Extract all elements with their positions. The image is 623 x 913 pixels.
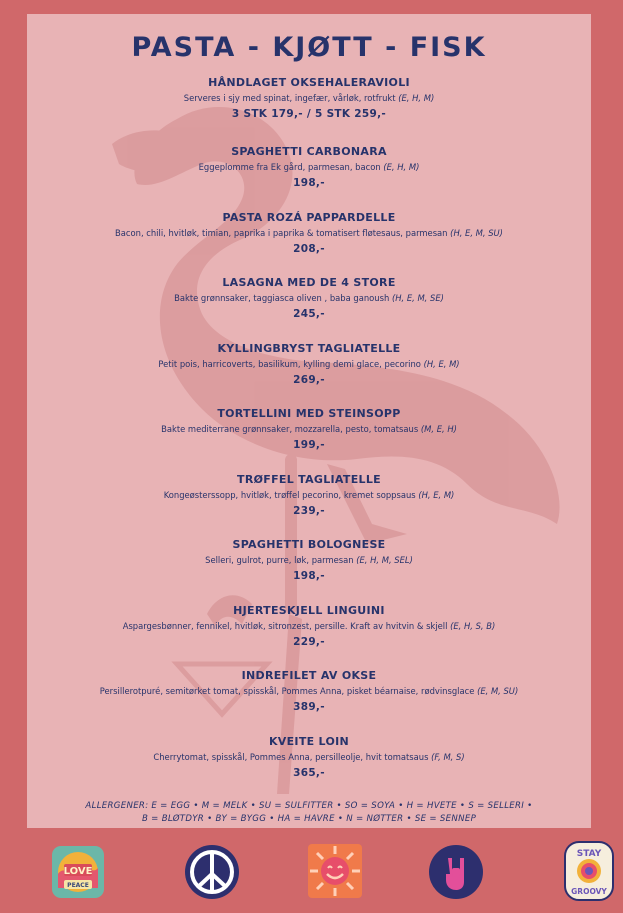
item-name: INDREFILET AV OKSE [241,669,377,682]
item-price: 3 STK 179,- / 5 STK 259,- [231,108,387,120]
svg-text:LOVE: LOVE [63,866,93,877]
smiley-sun-icon [308,844,362,898]
stay-groovy-icon [563,840,615,902]
menu-item [27,210,591,276]
item-name: LASAGNA MED DE 4 STORE [222,276,396,289]
menu-item [27,472,591,538]
item-name: PASTA ROZÁ PAPPARDELLE [222,210,396,224]
footer-badges [0,840,623,906]
love-peace-badge-icon [50,844,106,900]
item-price: 245,- [293,308,325,320]
item-price: 365,- [293,766,325,779]
item-description: Cherrytomat, spisskål, Pommes Anna, persilleolje, hvit tomatsaus (F, M, S) [153,751,465,762]
item-name: SPAGHETTI BOLOGNESE [232,538,386,551]
allergen-line: B = BLØTDYR • BY = BYGG • HA = HAVRE • N = NØTTER • SE = SENNEP [141,814,477,824]
item-name: TORTELLINI MED STEINSOPP [217,407,401,420]
menu-item [27,734,591,800]
allergen-legend [27,800,591,826]
item-description: Petit pois, harricoverts, basilikum, kylling demi glace, pecorino (H, E, M) [158,358,460,369]
allergen-line: ALLERGENER: E = EGG • M = MELK • SU = SULFITTER • SO = SOYA • H = HVETE • S = SELLERI • [85,801,533,811]
svg-text:STAY: STAY [576,849,602,859]
menu-item [27,275,591,341]
rock-hand-icon [428,844,484,900]
menu-items [27,75,591,799]
menu-item [27,668,591,734]
item-name: HJERTESKJELL LINGUINI [233,603,385,617]
item-price: 198,- [293,570,325,582]
menu-item [27,341,591,407]
item-description: Selleri, gulrot, purre, løk, parmesan (E, H, M, SEL) [205,555,413,565]
item-price: 229,- [293,635,325,648]
menu-item [27,537,591,603]
menu-item [27,406,591,472]
item-price: 198,- [293,177,325,189]
item-price: 389,- [293,701,325,713]
item-price: 239,- [293,504,325,517]
menu-item [27,144,591,210]
peace-sign-icon [184,844,240,900]
item-description: Kongeøsterssopp, hvitløk, trøffel pecorino, kremet soppsaus (H, E, M) [163,489,455,500]
menu-item [27,75,591,144]
item-price: 269,- [293,373,325,386]
item-description: Bacon, chili, hvitløk, timian, paprika i paprika & tomatisert fløtesaus, parmesan (H, E, M, SU) [115,227,503,238]
item-name: HÅNDLAGET OKSEHALERAVIOLI [208,76,410,89]
item-name: TRØFFEL TAGLIATELLE [237,472,381,486]
item-price: 199,- [293,439,325,451]
item-description: Bakte mediterrane grønnsaker, mozzarella, pesto, tomatsaus (M, E, H) [161,424,457,434]
item-name: SPAGHETTI CARBONARA [231,145,387,158]
item-description: Aspargesbønner, fennikel, hvitløk, sitronzest, persille. Kraft av hvitvin & skjell (E, H, S, B) [122,620,496,631]
item-description: Eggeplomme fra Ek gård, parmesan, bacon (E, H, M) [198,162,420,172]
item-description: Persillerotpuré, semitørket tomat, spisskål, Pommes Anna, pisket béarnaise, rødvinsglace (E, M, SU) [99,686,519,696]
menu-panel [27,14,591,828]
svg-text:PEACE: PEACE [67,882,89,889]
item-name: KYLLINGBRYST TAGLIATELLE [217,341,401,355]
svg-text:GROOVY: GROOVY [571,887,607,896]
item-description: Serveres i sjy med spinat, ingefær, vårløk, rotfrukt (E, H, M) [183,93,435,103]
item-description: Bakte grønnsaker, taggiasca oliven , baba ganoush (H, E, M, SE) [174,293,444,303]
item-price: 208,- [293,242,325,255]
menu-item [27,603,591,669]
item-name: KVEITE LOIN [268,734,350,748]
menu-title: PASTA - KJØTT - FISK [131,32,487,63]
